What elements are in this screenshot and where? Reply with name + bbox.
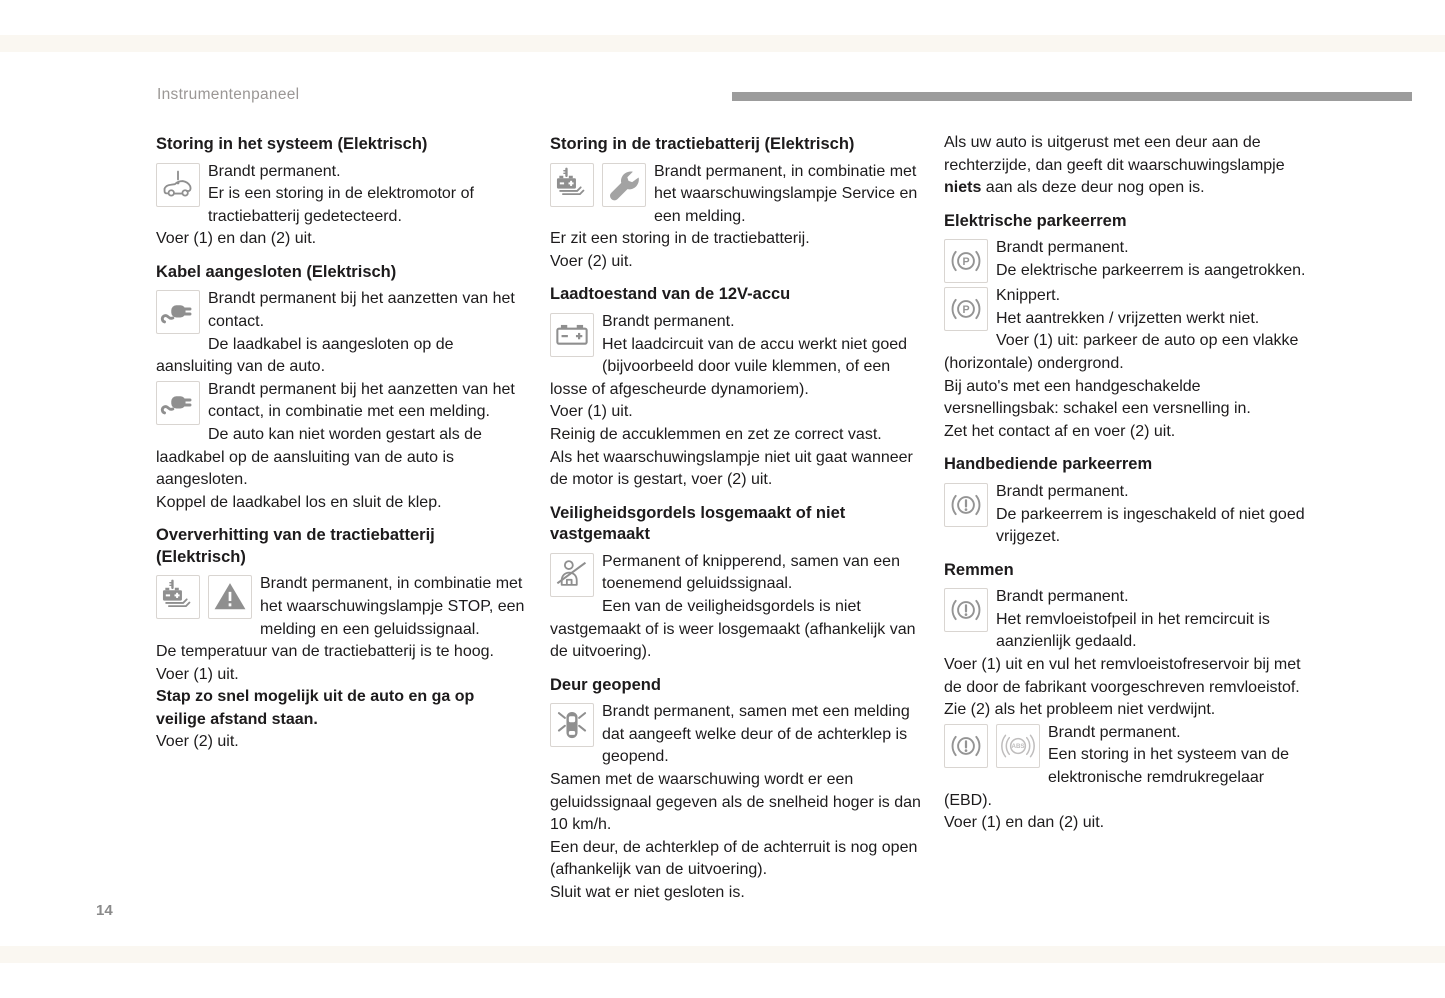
body-text: Een deur, de achterklep of de achterruit is nog open (afhankelijk van de uitvoering). bbox=[550, 838, 918, 879]
body-text: Brandt permanent. bbox=[996, 482, 1129, 500]
chapter-header-label: Instrumentenpaneel bbox=[157, 86, 300, 103]
service-wrench-icon bbox=[602, 163, 646, 207]
section-heading: Laadtoestand van de 12V-accu bbox=[550, 285, 791, 304]
text-line bbox=[944, 812, 1316, 835]
body-text: Er zit een storing in de tractiebatterij. bbox=[550, 230, 810, 248]
parking-brake-icon bbox=[944, 287, 988, 331]
text-line bbox=[944, 308, 1316, 331]
battery-temperature-icon bbox=[550, 163, 594, 207]
body-text: Het laadcircuit van de accu werkt niet goed (bijvoorbeeld door vuile klemmen, of een losse of afgescheurde dynamoriem). bbox=[550, 335, 908, 398]
text-line bbox=[944, 609, 1316, 654]
body-text: aan als deze deur nog open is. bbox=[981, 179, 1205, 197]
text-line bbox=[944, 481, 1316, 504]
text-line bbox=[944, 132, 1316, 200]
warning-light-entry bbox=[550, 701, 922, 904]
warning-triangle-icon bbox=[208, 575, 252, 619]
emphasized-text: Stap zo snel mogelijk uit de auto en ga op veilige afstand staan. bbox=[156, 688, 475, 728]
section-heading: Handbediende parkeerrem bbox=[944, 455, 1153, 474]
chapter-header-rule bbox=[732, 92, 1412, 101]
body-text: De parkeerrem is ingeschakeld of niet goed vrijgezet. bbox=[996, 505, 1305, 546]
body-text: Brandt permanent. bbox=[208, 162, 341, 180]
body-text: Het aantrekken / vrijzetten werkt niet. bbox=[996, 309, 1260, 327]
warning-light-entry bbox=[156, 288, 528, 378]
body-text: Brandt permanent. bbox=[602, 312, 735, 330]
text-line bbox=[944, 260, 1316, 283]
text-line bbox=[156, 664, 528, 687]
charging-plug-icon bbox=[156, 381, 200, 425]
body-text: Voer (1) uit en vul het remvloeistofreservoir bij met de door de fabrikant voorgeschreven remvloeistof. Zie (2) als het probleem niet verdwijnt. bbox=[944, 656, 1301, 719]
text-line bbox=[550, 401, 922, 424]
warning-light-entry bbox=[156, 161, 528, 251]
body-text: Brandt permanent, in combinatie met het waarschuwingslampje Service en een melding. bbox=[654, 162, 918, 225]
text-line bbox=[944, 586, 1316, 609]
page-top-shading bbox=[0, 35, 1445, 52]
body-text: Een van de veiligheidsgordels is niet vastgemaakt of is weer losgemaakt (afhankelijk van de uitvoering). bbox=[550, 597, 916, 661]
body-text: De laadkabel is aangesloten op de aansluiting van de auto. bbox=[156, 335, 454, 376]
manual-columns bbox=[156, 132, 1316, 905]
section-heading: Storing in de tractiebatterij (Elektrisch) bbox=[550, 135, 855, 153]
warning-light-entry bbox=[944, 586, 1316, 722]
manual-column-2 bbox=[550, 132, 922, 905]
section-heading: Veiligheidsgordels losgemaakt of niet vastgemaakt bbox=[550, 503, 846, 544]
warning-light-entry bbox=[550, 161, 922, 274]
text-line bbox=[156, 183, 528, 228]
body-text: Sluit wat er niet gesloten is. bbox=[550, 883, 745, 901]
page-number: 14 bbox=[96, 902, 113, 919]
emphasized-text: niets bbox=[944, 179, 982, 197]
text-line bbox=[944, 237, 1316, 260]
section-heading: Oververhitting van de tractiebatterij (Elektrisch) bbox=[156, 526, 435, 566]
warning-light-entry bbox=[156, 573, 528, 754]
body-text: Bij auto's met een handgeschakelde versnellingsbak: schakel een versnelling in. bbox=[944, 377, 1251, 418]
manual-column-3 bbox=[944, 132, 1316, 905]
warning-light-entry bbox=[944, 285, 1316, 443]
text-line bbox=[156, 686, 528, 731]
text-line bbox=[156, 492, 528, 515]
body-text: Als uw auto is uitgerust met een deur aan de rechterzijde, dan geeft dit waarschuwingslampje bbox=[944, 134, 1285, 174]
text-line bbox=[550, 551, 922, 596]
body-text: Brandt permanent. bbox=[996, 239, 1129, 257]
body-text: De temperatuur van de tractiebatterij is te hoog. bbox=[156, 643, 494, 661]
battery-temperature-icon bbox=[156, 575, 200, 619]
body-text: Samen met de waarschuwing wordt er een geluidssignaal gegeven als de snelheid hoger is dan 10 km/h. bbox=[550, 770, 921, 834]
body-text: Brandt permanent bij het aanzetten van het contact, in combinatie met een melding. bbox=[208, 380, 515, 421]
svg-text:P: P bbox=[962, 304, 970, 317]
svg-text:P: P bbox=[962, 256, 970, 269]
body-text: Voer (1) en dan (2) uit. bbox=[156, 230, 317, 248]
text-line bbox=[944, 376, 1316, 421]
body-text: Knippert. bbox=[996, 287, 1061, 305]
body-text: Brandt permanent. bbox=[996, 588, 1129, 606]
brake-warning-icon bbox=[944, 483, 988, 527]
warning-light-entry bbox=[944, 481, 1316, 549]
body-text: Voer (1) en dan (2) uit. bbox=[944, 814, 1105, 832]
warning-light-entry bbox=[944, 237, 1316, 285]
body-text: Voer (2) uit. bbox=[156, 733, 239, 751]
text-line bbox=[944, 330, 1316, 375]
body-text: Brandt permanent. bbox=[1048, 723, 1181, 741]
body-text: Brandt permanent bij het aanzetten van het contact. bbox=[208, 290, 515, 330]
text-line bbox=[550, 251, 922, 274]
text-line bbox=[550, 596, 922, 664]
text-line bbox=[944, 285, 1316, 308]
body-text: Brandt permanent, in combinatie met het waarschuwingslampje STOP, een melding en een geluidssignaal. bbox=[260, 575, 525, 638]
warning-light-entry bbox=[550, 551, 922, 664]
text-line bbox=[550, 334, 922, 402]
text-line bbox=[156, 288, 528, 333]
svg-text:ABS: ABS bbox=[1011, 742, 1025, 750]
text-line bbox=[156, 641, 528, 664]
warning-light-entry bbox=[944, 722, 1316, 835]
body-text: Voer (2) uit. bbox=[550, 252, 633, 270]
note-paragraph bbox=[944, 132, 1316, 200]
body-text: Brandt permanent, samen met een melding dat aangeeft welke deur of de achterklep is geopend. bbox=[602, 703, 910, 766]
text-line bbox=[550, 769, 922, 837]
text-line bbox=[550, 311, 922, 334]
section-heading: Kabel aangesloten (Elektrisch) bbox=[156, 262, 397, 281]
body-text: Voer (1) uit. bbox=[550, 403, 633, 421]
brake-warning-icon bbox=[944, 588, 988, 632]
text-line bbox=[156, 379, 528, 424]
body-text: Het remvloeistofpeil in het remcircuit is aanzienlijk gedaald. bbox=[996, 610, 1270, 651]
warning-light-entry bbox=[156, 379, 528, 515]
text-line bbox=[944, 421, 1316, 444]
electric-fault-car-icon bbox=[156, 163, 200, 207]
text-line bbox=[944, 504, 1316, 549]
text-line bbox=[550, 882, 922, 905]
text-line bbox=[550, 837, 922, 882]
section-heading: Remmen bbox=[944, 560, 1014, 579]
text-line bbox=[156, 228, 528, 251]
section-heading: Elektrische parkeerrem bbox=[944, 211, 1127, 230]
section-heading: Deur geopend bbox=[550, 675, 661, 694]
seatbelt-icon bbox=[550, 553, 594, 597]
manual-column-1 bbox=[156, 132, 528, 905]
body-text: Permanent of knipperend, samen van een toenemend geluidssignaal. bbox=[602, 552, 900, 593]
text-line bbox=[550, 228, 922, 251]
door-open-icon bbox=[550, 703, 594, 747]
text-line bbox=[944, 654, 1316, 722]
abs-icon bbox=[996, 724, 1040, 768]
body-text: Er is een storing in de elektromotor of tractiebatterij gedetecteerd. bbox=[208, 185, 474, 225]
body-text: De elektrische parkeerrem is aangetrokken. bbox=[996, 261, 1306, 279]
text-line bbox=[550, 701, 922, 769]
body-text: Een storing in het systeem van de elektronische remdrukregelaar (EBD). bbox=[944, 746, 1290, 809]
body-text: Voer (1) uit: parkeer de auto op een vlakke (horizontale) ondergrond. bbox=[944, 332, 1299, 373]
text-line bbox=[156, 161, 528, 184]
charging-plug-icon bbox=[156, 290, 200, 334]
parking-brake-icon bbox=[944, 239, 988, 283]
body-text: Zet het contact af en voer (2) uit. bbox=[944, 422, 1176, 440]
body-text: Reinig de accuklemmen en zet ze correct vast. bbox=[550, 425, 882, 443]
body-text: Als het waarschuwingslampje niet uit gaat wanneer de motor is gestart, voer (2) uit. bbox=[550, 448, 913, 489]
brake-warning-icon bbox=[944, 724, 988, 768]
battery-12v-icon bbox=[550, 313, 594, 357]
page-bottom-shading bbox=[0, 946, 1445, 963]
text-line bbox=[156, 334, 528, 379]
text-line bbox=[156, 731, 528, 754]
text-line bbox=[550, 447, 922, 492]
body-text: Koppel de laadkabel los en sluit de klep. bbox=[156, 493, 442, 511]
section-heading: Storing in het systeem (Elektrisch) bbox=[156, 135, 428, 153]
warning-light-entry bbox=[550, 311, 922, 492]
text-line bbox=[550, 424, 922, 447]
body-text: De auto kan niet worden gestart als de laadkabel op de aansluiting van de auto is aangesloten. bbox=[156, 425, 482, 489]
body-text: Voer (1) uit. bbox=[156, 665, 239, 683]
text-line bbox=[156, 424, 528, 492]
